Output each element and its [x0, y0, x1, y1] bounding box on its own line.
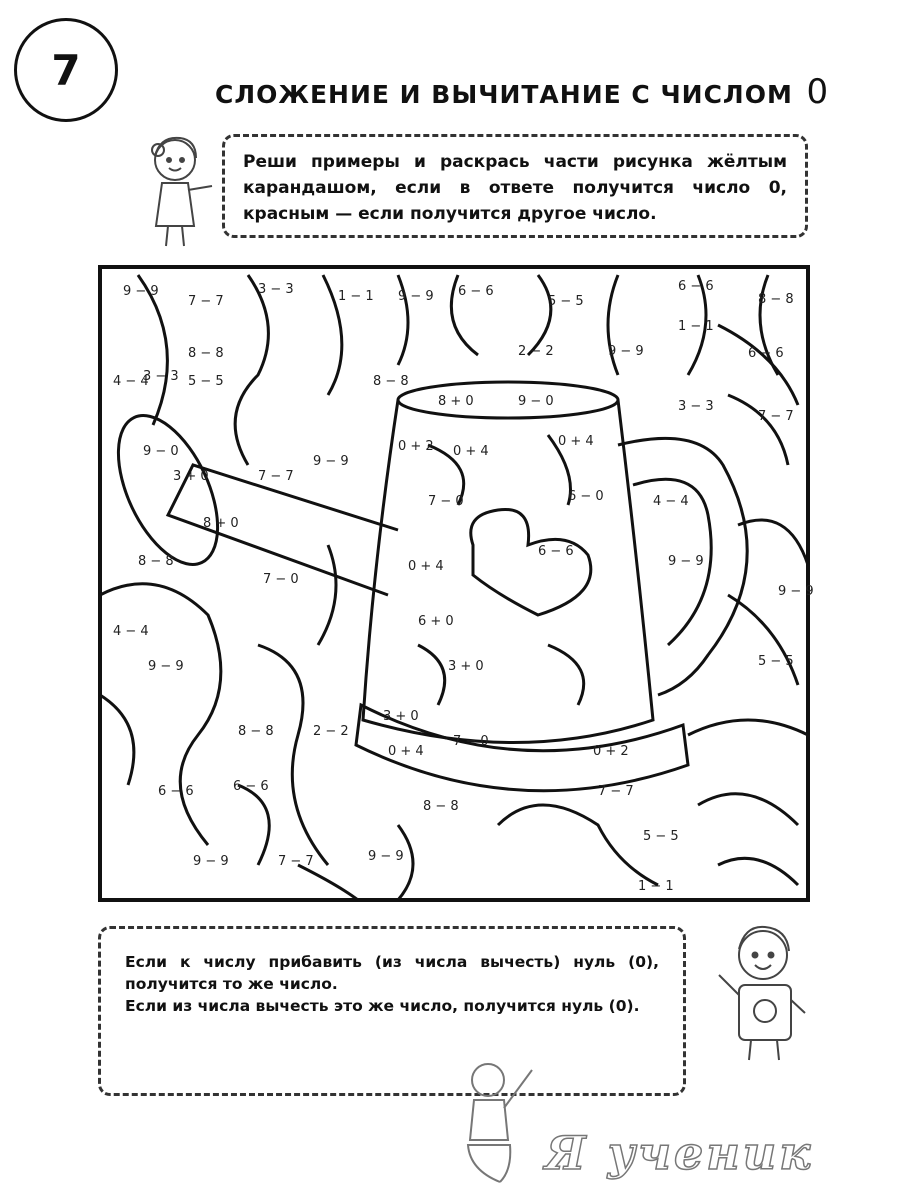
example-label: 9 − 9	[123, 284, 159, 299]
girl-eye-left	[167, 158, 171, 162]
example-label: 6 − 6	[748, 346, 784, 361]
logo-boy-body	[470, 1100, 508, 1140]
page-number: 7	[14, 18, 118, 122]
boy-head	[739, 931, 787, 979]
boy-illustration	[705, 915, 815, 1065]
example-label: 7 − 7	[598, 784, 634, 799]
example-label: 1 − 1	[638, 879, 674, 894]
example-label: 0 + 4	[388, 744, 424, 759]
example-label: 8 − 8	[373, 374, 409, 389]
example-label: 3 + 0	[448, 659, 484, 674]
logo-text: Я ученик	[545, 1126, 814, 1180]
example-label: 6 − 6	[233, 779, 269, 794]
rule-line-1: Если к числу прибавить (из числа вычесть) нуль (0), получится то же число.	[125, 953, 659, 993]
can-rim[interactable]	[398, 382, 618, 418]
top-region-borders[interactable]	[138, 275, 778, 465]
example-label: 6 − 0	[568, 489, 604, 504]
title-text: СЛОЖЕНИЕ И ВЫЧИТАНИЕ С ЧИСЛОМ	[215, 80, 793, 109]
example-label: 4 − 4	[113, 624, 149, 639]
girl-smile	[169, 168, 181, 171]
example-label: 8 − 8	[238, 724, 274, 739]
task-instructions: Реши примеры и раскрась части рисунка жёлтым карандашом, если в ответе получится число 0, красным — если получится другое число.	[222, 134, 808, 238]
example-label: 6 − 6	[678, 279, 714, 294]
spout-head[interactable]	[98, 401, 238, 580]
example-label: 6 − 6	[538, 544, 574, 559]
example-label: 0 + 2	[398, 439, 434, 454]
example-label: 2 − 2	[518, 344, 554, 359]
example-label: 9 − 9	[368, 849, 404, 864]
example-label: 9 − 9	[608, 344, 644, 359]
example-label: 3 + 0	[383, 709, 419, 724]
example-label: 8 + 0	[203, 516, 239, 531]
boy-smile	[755, 965, 771, 969]
example-label: 2 − 2	[313, 724, 349, 739]
boy-eye-right	[769, 953, 774, 958]
example-label: 4 − 4	[113, 374, 149, 389]
example-label: 3 − 3	[678, 399, 714, 414]
example-label: 9 − 0	[143, 444, 179, 459]
boy-eye-left	[753, 953, 758, 958]
example-label: 7 − 7	[188, 294, 224, 309]
boy-shirt-emblem	[754, 1000, 776, 1022]
girl-legs	[166, 226, 184, 246]
example-label: 1 − 1	[678, 319, 714, 334]
example-label: 8 − 8	[758, 292, 794, 307]
example-label: 7 − 0	[428, 494, 464, 509]
rule-box	[98, 926, 686, 1096]
example-label: 8 − 8	[423, 799, 459, 814]
example-label: 6 − 6	[458, 284, 494, 299]
boy-arms	[719, 975, 805, 1013]
right-region-borders[interactable]	[718, 325, 808, 685]
example-label: 7 − 7	[258, 469, 294, 484]
logo-boy-head	[472, 1064, 504, 1096]
example-label: 9 − 0	[518, 394, 554, 409]
example-label: 8 + 0	[438, 394, 474, 409]
boy-legs	[749, 1040, 779, 1060]
coloring-puzzle	[98, 265, 814, 902]
example-label: 0 + 2	[593, 744, 629, 759]
logo-boy-icon	[440, 1050, 550, 1185]
logo-boy-brush	[504, 1070, 532, 1108]
example-label: 8 − 8	[188, 346, 224, 361]
example-label: 0 + 4	[453, 444, 489, 459]
example-label: 5 − 5	[758, 654, 794, 669]
logo-leaf-k	[468, 1145, 510, 1182]
example-label: 6 + 0	[418, 614, 454, 629]
page-title	[215, 72, 855, 112]
can-heart[interactable]	[471, 509, 591, 615]
example-label: 0 + 4	[558, 434, 594, 449]
example-label: 0 + 4	[408, 559, 444, 574]
example-label: 9 − 9	[398, 289, 434, 304]
example-label: 9 − 9	[148, 659, 184, 674]
example-label: 3 − 3	[258, 282, 294, 297]
girl-eye-right	[180, 158, 184, 162]
example-label: 9 − 9	[193, 854, 229, 869]
girl-illustration	[130, 128, 225, 253]
example-label: 9 − 9	[313, 454, 349, 469]
example-label: 9 − 9	[668, 554, 704, 569]
example-label: 7 − 0	[453, 734, 489, 749]
bottom-region-borders[interactable]	[298, 720, 808, 900]
example-label: 7 − 7	[278, 854, 314, 869]
example-label: 6 − 6	[158, 784, 194, 799]
example-label: 3 + 0	[173, 469, 209, 484]
example-label: 8 − 8	[138, 554, 174, 569]
boy-body	[739, 985, 791, 1040]
example-label: 1 − 1	[338, 289, 374, 304]
example-label: 9 − 9	[778, 584, 814, 599]
example-label: 5 − 5	[548, 294, 584, 309]
example-label: 7 − 0	[263, 572, 299, 587]
title-zero: 0	[806, 72, 830, 112]
example-label: 4 − 4	[653, 494, 689, 509]
example-label: 5 − 5	[188, 374, 224, 389]
girl-arm	[188, 186, 212, 190]
example-label: 7 − 7	[758, 409, 794, 424]
example-label: 3 − 3	[143, 369, 179, 384]
rule-line-2: Если из числа вычесть это же число, получится нуль (0).	[125, 997, 640, 1015]
example-label: 5 − 5	[643, 829, 679, 844]
